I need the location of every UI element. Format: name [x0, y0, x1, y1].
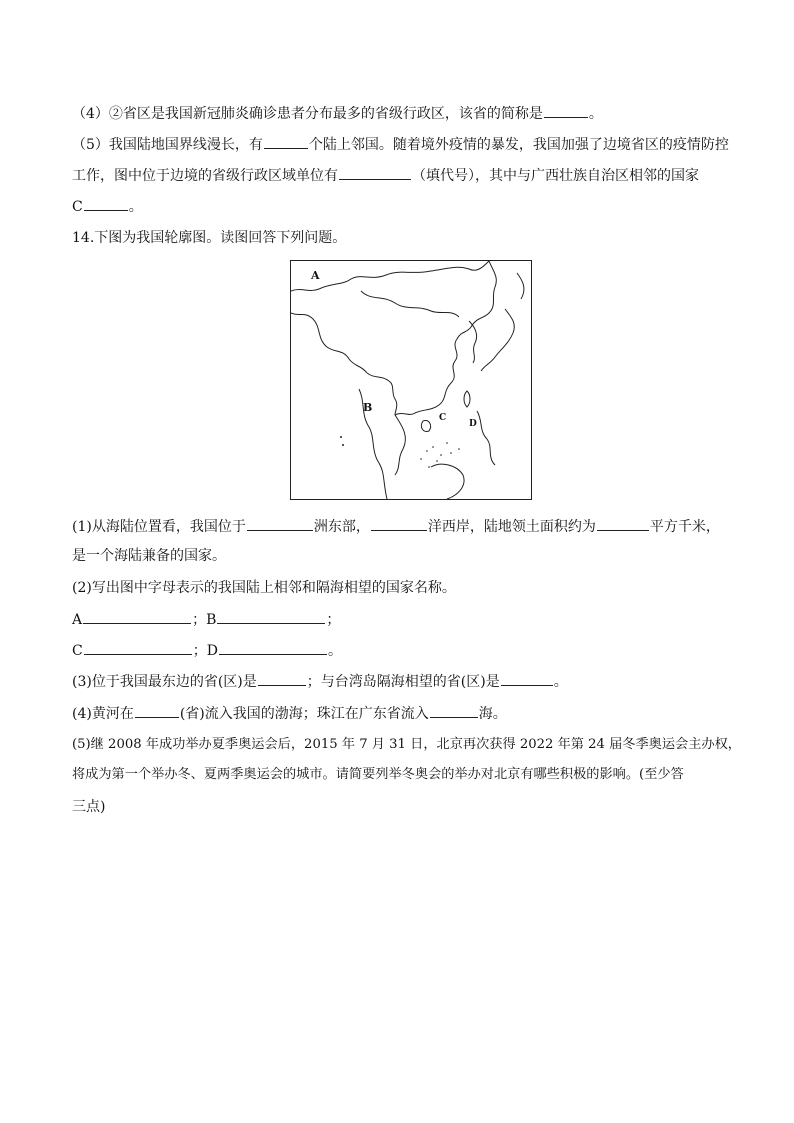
answer-blank[interactable]: [264, 134, 308, 149]
q14-part2: (2)写出图中字母表示的我国陆上相邻和隔海相望的国家名称。: [72, 580, 456, 596]
text: ；B: [192, 612, 217, 628]
q14-part5-line3: 三点): [72, 799, 106, 815]
q14-part5-line2: 将成为第一个举办冬、夏两季奥运会的城市。请简要列举冬奥会的举办对北京有哪些积极的影响。(至少答: [72, 767, 684, 782]
answer-blank[interactable]: [84, 196, 128, 211]
china-west-border: [291, 313, 367, 373]
borneo: [431, 464, 464, 499]
answer-blank-b[interactable]: [217, 609, 325, 624]
china-outline-map: [290, 260, 532, 500]
punct: 。: [327, 643, 342, 659]
answer-blank[interactable]: [544, 103, 588, 118]
text: ；D: [192, 643, 218, 659]
answer-blank-a[interactable]: [83, 609, 191, 624]
q13-part5-line1: [72, 134, 729, 155]
hainan-island: [421, 421, 430, 432]
answer-blank[interactable]: [430, 703, 478, 718]
q14-part1-line2: 是一个海陆兼备的国家。: [72, 548, 226, 564]
china-north-border: [291, 261, 489, 291]
text: （填代号），其中与广西壮族自治区相邻的国家: [412, 168, 699, 184]
answer-blank[interactable]: [247, 516, 313, 531]
japan-north: [517, 273, 524, 299]
taiwan-island: [464, 391, 470, 407]
mongolia-border: [361, 291, 459, 317]
text: 洋西岸，陆地领土面积约为: [427, 519, 596, 535]
text: A: [72, 612, 83, 628]
q14-part5-line1: (5)继 2008 年成功举办夏季奥运会后，2015 年 7 月 31 日，北京再次获得 2022 年第 24 届冬季奥运会主办权，: [72, 737, 741, 752]
china-northeast-border: [457, 261, 496, 339]
text: (1)从海陆位置看，我国位于: [72, 519, 246, 535]
answer-blank-d[interactable]: [219, 640, 327, 655]
answer-blank[interactable]: [258, 671, 306, 686]
text: C: [72, 199, 83, 215]
answer-blank[interactable]: [371, 516, 427, 531]
q14-part4: [72, 703, 507, 724]
text: 个陆上邻国。随着境外疫情的暴发，我国加强了边境省区的疫情防控: [308, 137, 729, 153]
philippines: [477, 411, 495, 465]
punct: ；: [326, 612, 341, 628]
q13-part5-line2: [72, 165, 699, 186]
text: (3)位于我国最东边的省(区)是: [72, 674, 257, 690]
text: 工作，图中位于边境的省级行政区域单位有: [72, 168, 338, 184]
map-label-c: C: [439, 413, 447, 423]
text: 洲东部，: [313, 519, 370, 535]
map-label-b: B: [363, 401, 373, 414]
map-label-a: A: [311, 269, 320, 282]
text: ；与台湾岛隔海相望的省(区)是: [306, 674, 500, 690]
q14-part2-ab: [72, 609, 340, 630]
punct: 。: [553, 674, 568, 690]
map-drawing: [291, 261, 531, 499]
q14-part2-cd: [72, 640, 342, 661]
answer-blank[interactable]: [597, 516, 649, 531]
indochina-east-coast: [395, 415, 405, 475]
text: (4)黄河在: [72, 706, 134, 722]
text: 平方千米，: [649, 519, 720, 535]
answer-blank[interactable]: [501, 671, 553, 686]
punct: 。: [128, 199, 143, 215]
punct: 。: [588, 106, 603, 122]
map-label-d: D: [469, 419, 477, 429]
answer-blank-c[interactable]: [84, 640, 192, 655]
china-east-coast: [395, 339, 457, 415]
text: 海。: [478, 706, 507, 722]
answer-blank[interactable]: [339, 165, 411, 180]
japan-islands: [481, 309, 514, 371]
q14-title: 14.下图为我国轮廓图。读图回答下列问题。: [72, 230, 347, 246]
q14-part1-line1: [72, 516, 720, 537]
q14-part3: [72, 671, 568, 692]
q13-part5-line3: [72, 196, 143, 217]
text: （5）我国陆地国界线漫长，有: [72, 137, 263, 153]
text: (省)流入我国的渤海；珠江在广东省流入: [179, 706, 429, 722]
q13-part4-text: （4）②省区是我国新冠肺炎确诊患者分布最多的省级行政区，该省的简称是: [72, 106, 543, 122]
text: C: [72, 643, 83, 659]
answer-blank[interactable]: [135, 703, 179, 718]
q13-part4: [72, 103, 603, 124]
korea-peninsula: [469, 321, 477, 363]
